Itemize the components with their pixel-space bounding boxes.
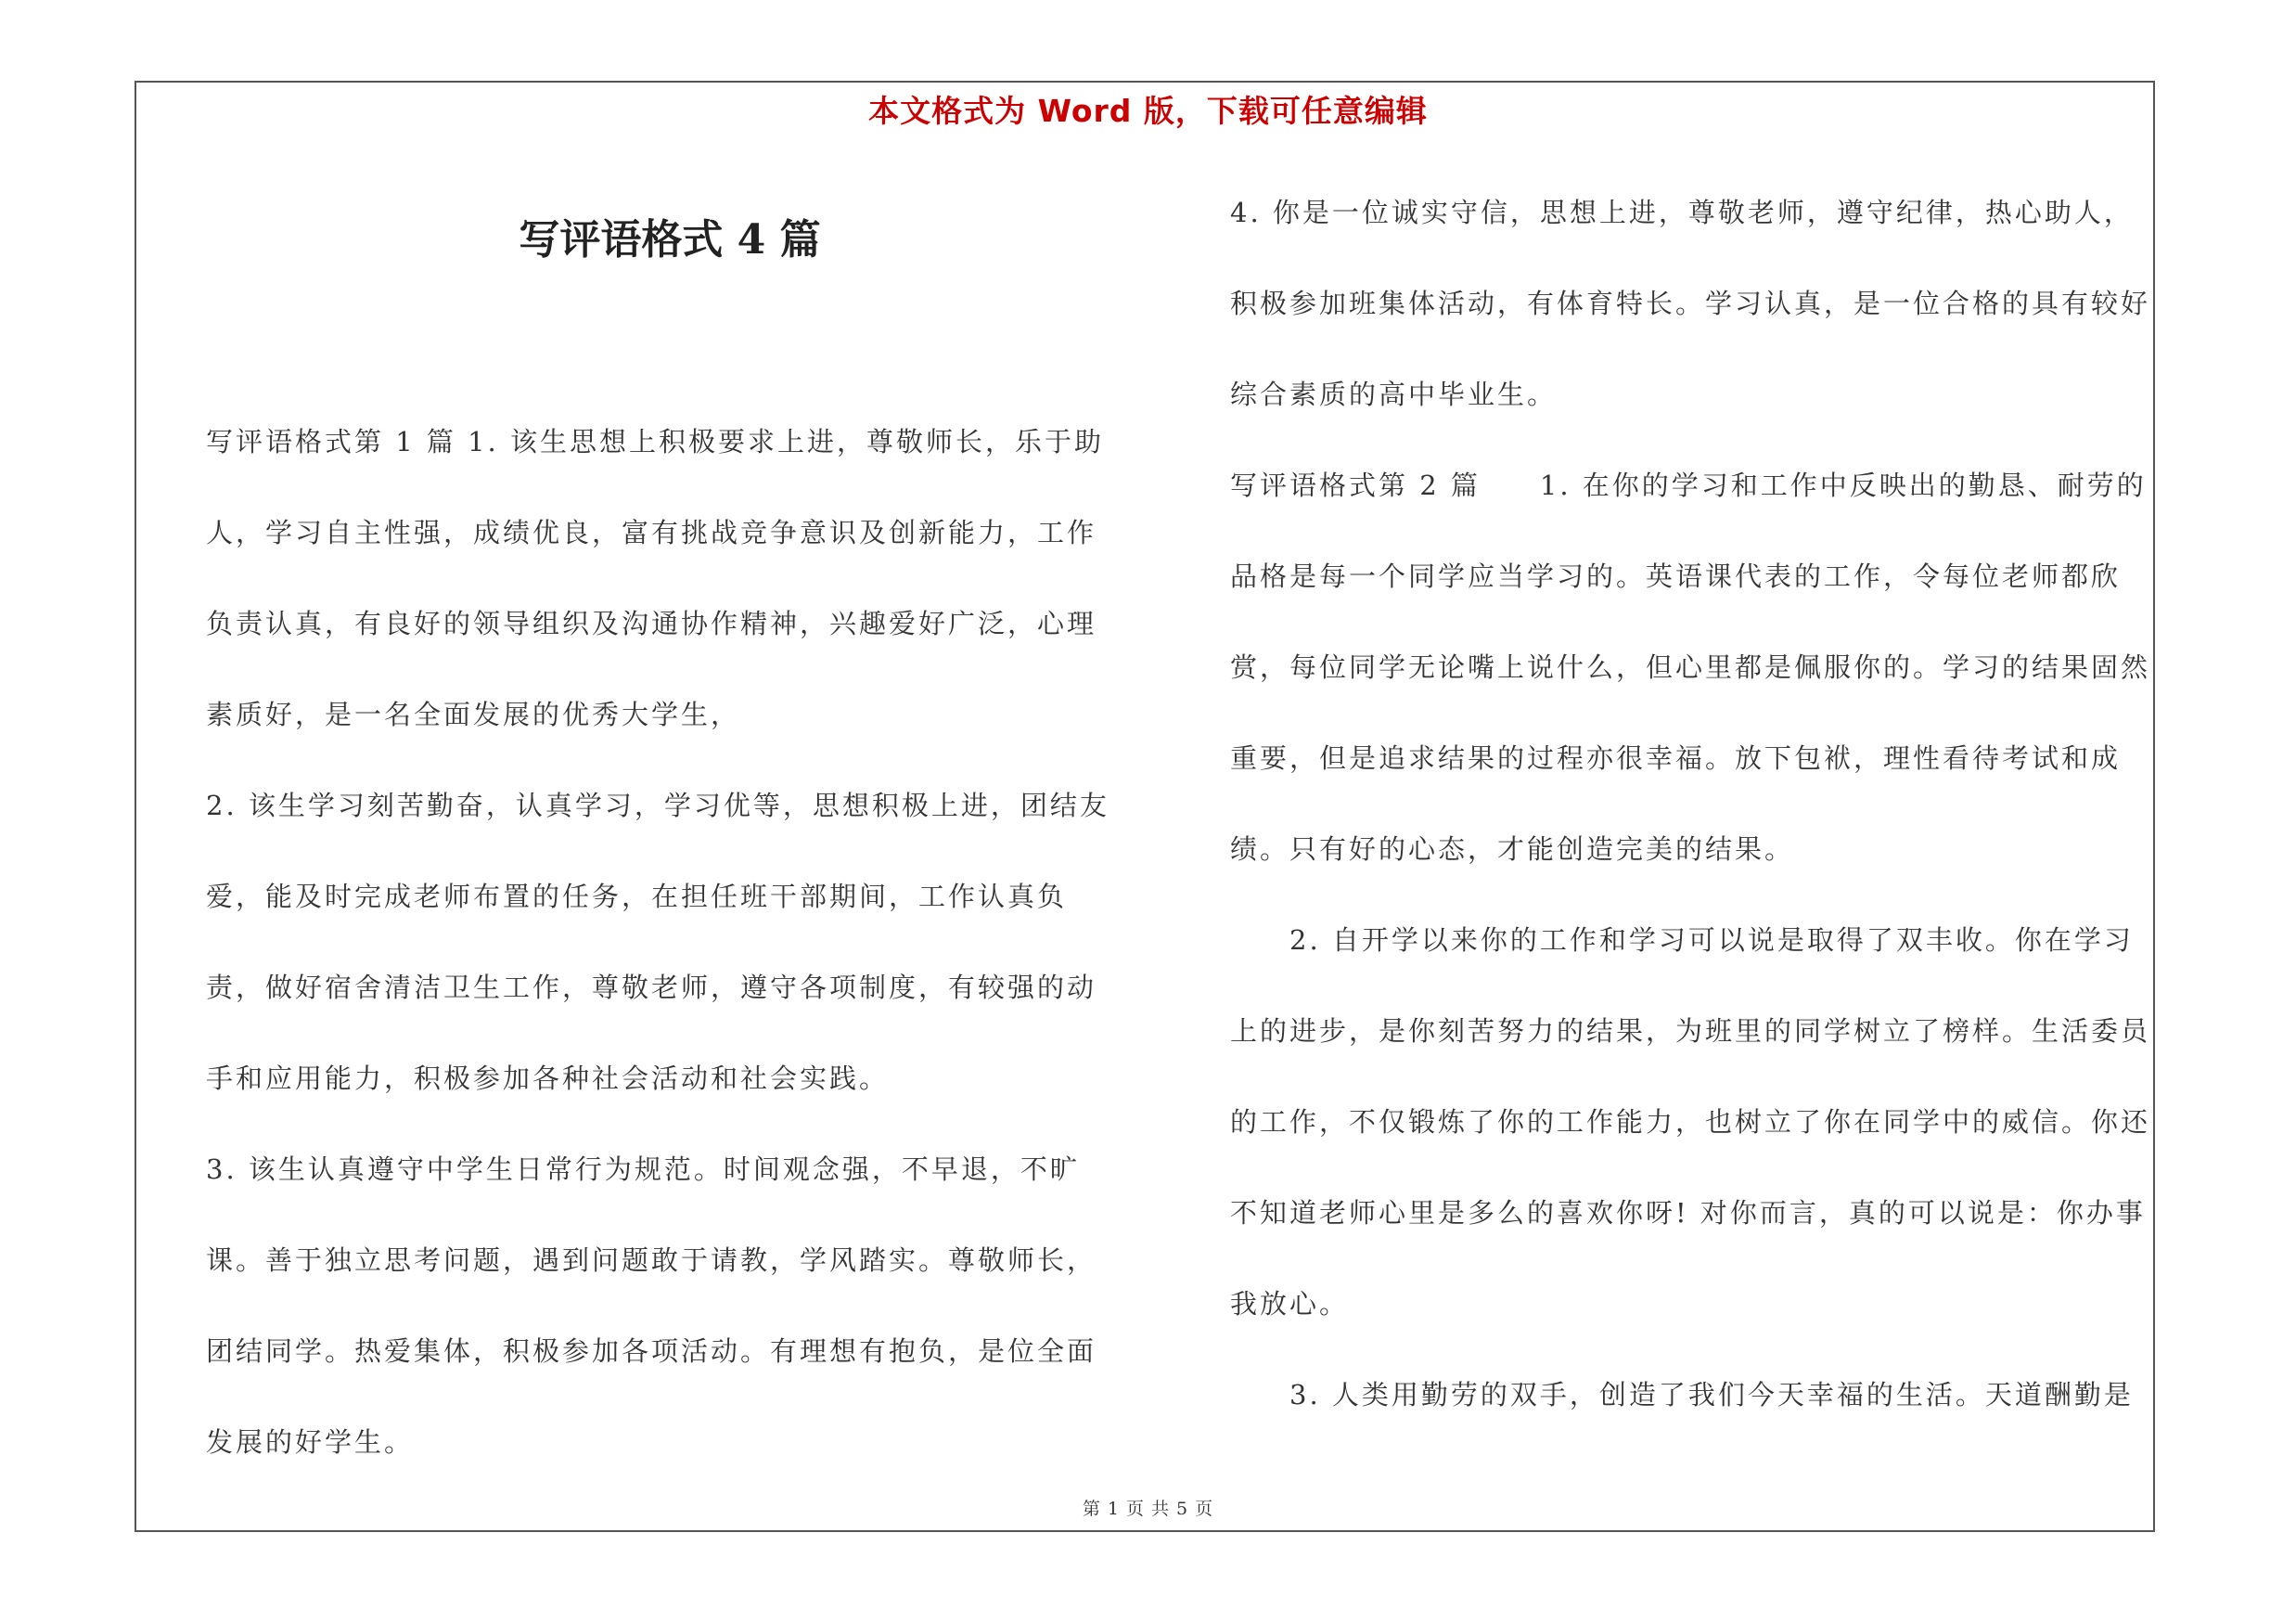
paragraph: 3. 该生认真遵守中学生日常行为规范。时间观念强，不早退，不旷课。善于独立思考问题，遇到问题敢于请教，学风踏实。尊敬师长，团结同学。热爱集体，积极参加各项活动。有理想有抱负，是位全面发展的好学生。 xyxy=(206,1153,1097,1458)
paragraph: 3. 人类用勤劳的双手，创造了我们今天幸福的生活。天道酬勤是 xyxy=(1289,1379,2134,1410)
paragraph: 2. 自开学以来你的工作和学习可以说是取得了双丰收。你在学习上的进步，是你刻苦努力的结果，为班里的同学树立了榜样。生活委员的工作，不仅锻炼了你的工作能力，也树立了你在同学中的威信。你还不知道老师心里是多么的喜欢你呀! 对你而言，真的可以说是：你办事我放心。 xyxy=(1230,924,2151,1320)
paragraph: 写评语格式第 1 篇 1. 该生思想上积极要求上进，尊敬师长，乐于助人，学习自主性强，成绩优良，富有挑战竞争意识及创新能力，工作负责认真，有良好的领导组织及沟通协作精神，兴趣爱好广泛，心理素质好，是一名全面发展的优秀大学生， xyxy=(206,426,1104,730)
left-column xyxy=(206,396,1124,1488)
paragraph: 写评语格式第 2 篇 1. 在你的学习和工作中反映出的勤恳、耐劳的品格是每一个同学应当学习的。英语课代表的工作，令每位老师都欣赏，每位同学无论嘴上说什么，但心里都是佩服你的。学习的结果固然重要，但是追求结果的过程亦很幸福。放下包袱，理性看待考试和成绩。只有好的心态，才能创造完美的结果。 xyxy=(1230,470,2151,865)
paragraph: 2. 该生学习刻苦勤奋，认真学习，学习优等，思想积极上进，团结友爱，能及时完成老师布置的任务，在担任班干部期间，工作认真负责，做好宿舍清洁卫生工作，尊敬老师，遵守各项制度，有较强的动手和应用能力，积极参加各种社会活动和社会实践。 xyxy=(206,790,1110,1094)
document-title: 写评语格式 4 篇 xyxy=(519,216,821,264)
paragraph: 4. 你是一位诚实守信，思想上进，尊敬老师，遵守纪律，热心助人，积极参加班集体活动，有体育特长。学习认真，是一位合格的具有较好综合素质的高中毕业生。 xyxy=(1230,197,2151,410)
word-format-banner: 本文格式为 Word 版，下载可任意编辑 xyxy=(868,93,1428,129)
page-number-footer: 第 1 页 共 5 页 xyxy=(1082,1499,1214,1519)
right-column xyxy=(1230,167,2158,1440)
